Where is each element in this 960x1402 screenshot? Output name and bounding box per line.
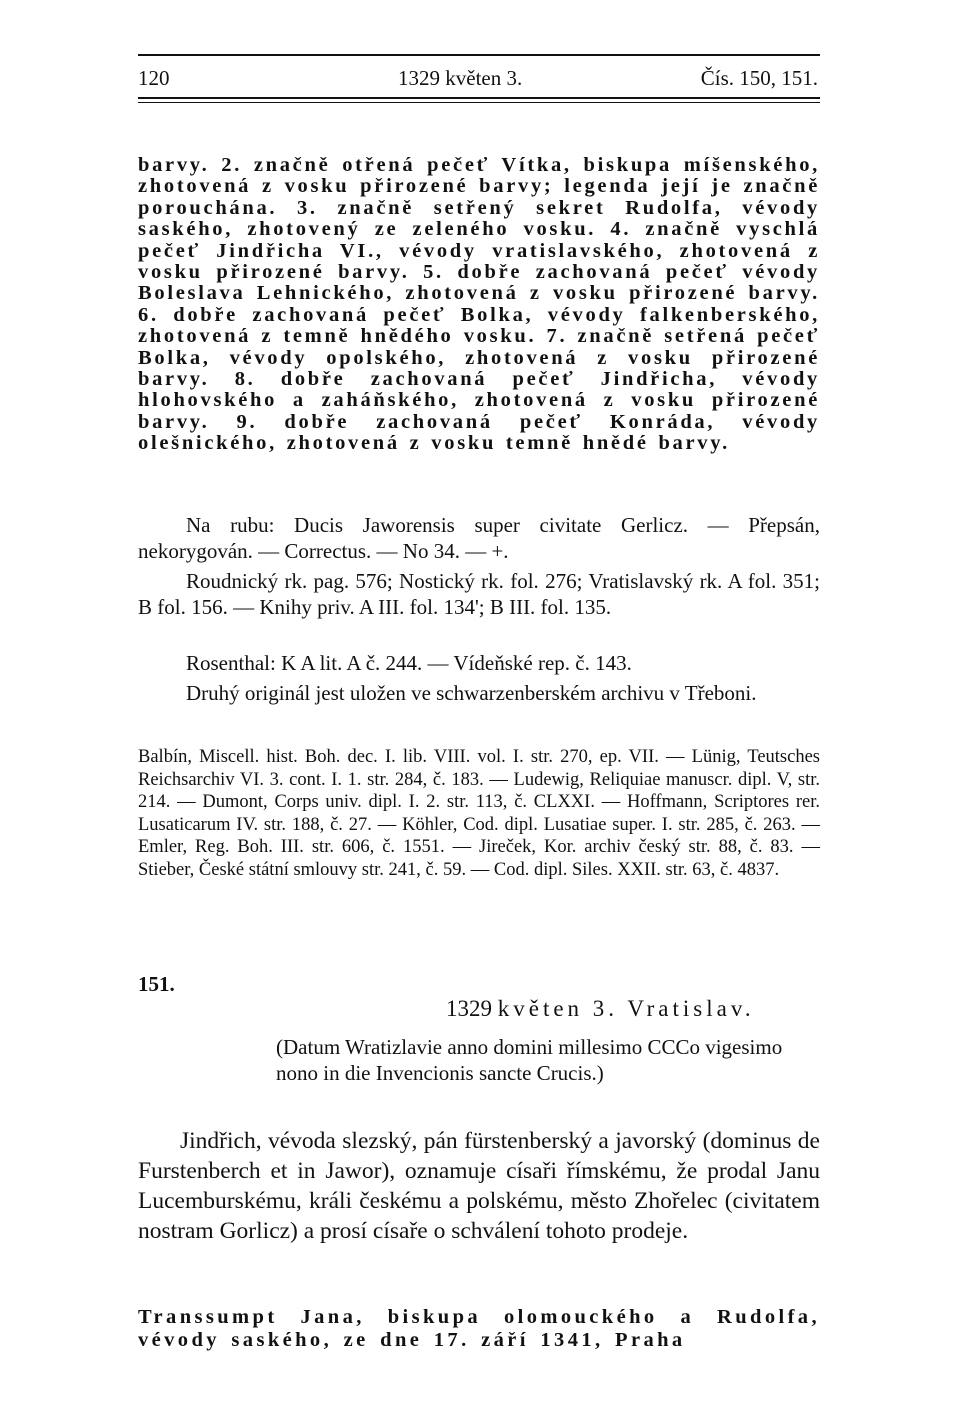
note-rosenthal: Rosenthal: K A lit. A č. 244. — Vídeňské rep. č. 143. [186,651,632,675]
header-doc-numbers: Čís. 150, 151. [700,66,818,90]
header-bottom-rule-thin [138,102,820,103]
entry-date-rest: květen 3. Vratislav. [497,996,755,1021]
seal-description: barvy. 2. značně otřená pečeť Vítka, biskupa míšenského, zhotovená z vosku přirozené barvy; legenda její je značně porouchána. 3. značně setřený sekret Rudolfa, vévody saského, zhotovený ze zeleného vosku. 4. značně vyschlá pečeť Jindřicha VI., vévody vratislavského, zhotovená z vosku přirozené barvy. 5. dobře zachovaná pečeť vévody Boleslava Lehnického, zhotovená z vosku přirozené barvy. 6. dobře zachovaná pečeť Bolka, vévody falkenberského, zhotovená z temně hnědého vosku. 7. značně setřená pečeť Bolka, vévody opolského, zhotovená z vosku přirozené barvy. 8. dobře zachovaná pečeť Jindřicha, vévody hlohovského a zaháňského, zhotovená z vosku přirozené barvy. 9. dobře zachovaná pečeť Konráda, vévody olešnického, zhotovená z vosku temně hnědé barvy. [138,154,820,455]
page-number: 120 [138,66,170,90]
entry-number: 151. [138,972,175,996]
header-date: 1329 květen 3. [398,66,523,90]
note-second-original: Druhý originál jest uložen ve schwarzenberském archivu v Třeboni. [186,681,757,705]
literature: Balbín, Miscell. hist. Boh. dec. I. lib. VIII. vol. I. str. 270, ep. VII. — Lünig, Teutsches Reichsarchiv VI. 3. cont. I. 1. str. 284, č. 183. — Ludewig, Reliquiae manuscr. dipl. V, str. 214. — Dumont, Corps univ. dipl. I. 2. str. 113, č. CLXXI. — Hoffmann, Scriptores rer. Lusaticarum IV. str. 188, č. 27. — Köhler, Cod. dipl. Lusatiae super. I. str. 285, č. 263. — Emler, Reg. Boh. III. str. 606, č. 1551. — Jireček, Kor. archiv český str. 88, č. 83. — Stieber, České státní smlouvy str. 241, č. 59. — Cod. dipl. Siles. XXII. str. 63, č. 4837. [138,747,820,880]
running-header [138,66,820,92]
note-verso: Na rubu: Ducis Jaworensis super civitate Gerlicz. — Přepsán, nekorygován. — Correctus. — No 34. — +. [138,513,820,563]
entry-dateline [446,996,755,1022]
header-top-rule [138,54,820,56]
entry-date-year: 1329 [446,996,492,1021]
header-bottom-rule [138,97,820,99]
note-manuscripts: Roudnický rk. pag. 576; Nostický rk. fol. 276; Vratislavský rk. A fol. 351; B fol. 156. — Knihy priv. A III. fol. 134'; B III. fol. 135. [138,569,820,619]
entry-datum: (Datum Wratizlavie anno domini millesimo CCCo vigesimo nono in die Invencionis sancte Crucis.) [276,1035,783,1085]
entry-transsumpt: Transsumpt Jana, biskupa olomouckého a Rudolfa, vévody saského, ze dne 17. září 1341, Praha [138,1306,820,1351]
entry-regest: Jindřich, vévoda slezský, pán fürstenberský a javorský (dominus de Furstenberch et in Jawor), oznamuje císaři římskému, že prodal Janu Lucemburskému, králi českému a polskému, město Zhořelec (civitatem nostram Gorlicz) a prosí císaře o schválení tohoto prodeje. [138,1128,820,1244]
